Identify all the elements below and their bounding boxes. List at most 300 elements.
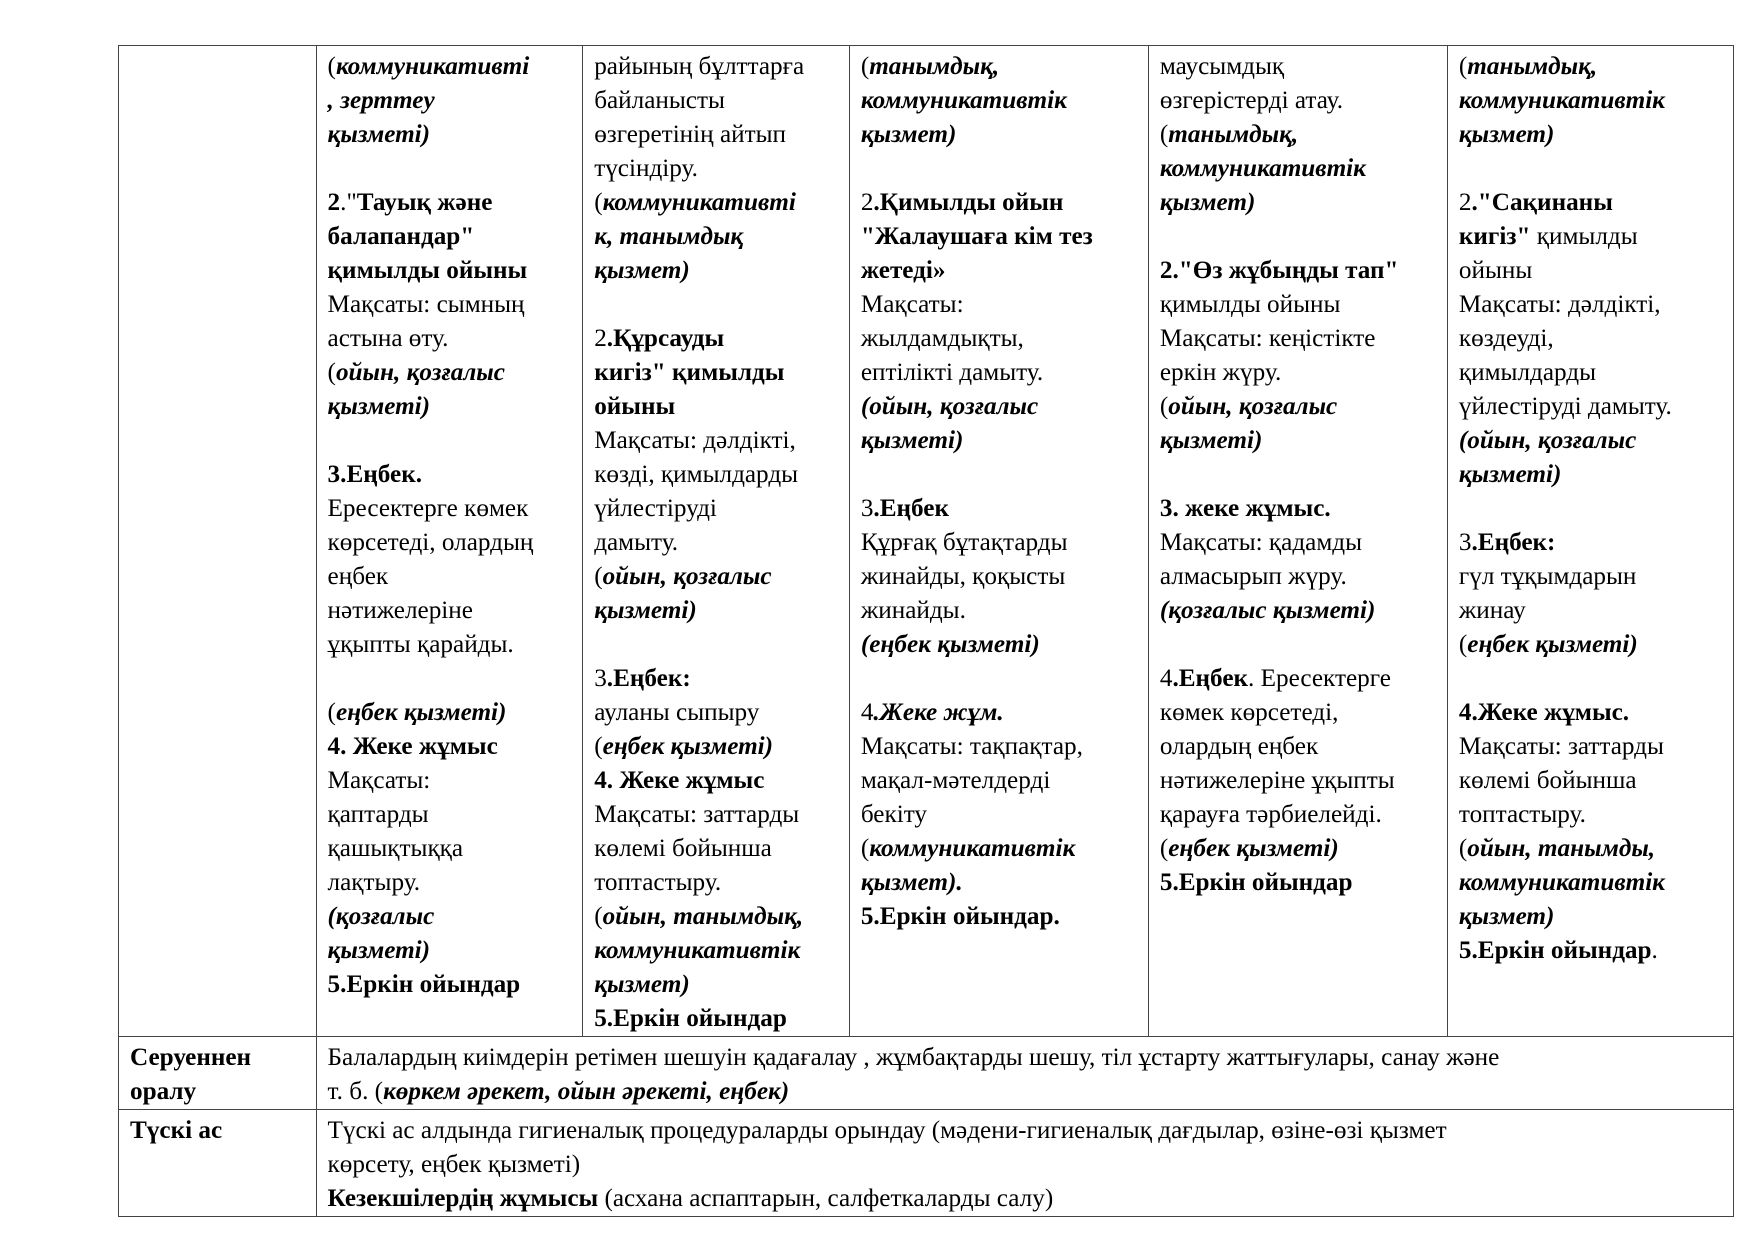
text-line	[861, 594, 1138, 628]
text-run: (ойын, қозғалыс	[860, 393, 1039, 420]
text-run: қызметі)	[327, 393, 431, 420]
text-line	[861, 84, 1138, 118]
text-run: еңбек қызметі)	[335, 699, 507, 726]
text-line	[328, 458, 573, 492]
text-run: қызметі)	[1159, 427, 1263, 454]
text-line	[328, 1075, 1723, 1109]
text-run: , зерттеу	[327, 87, 435, 114]
text-run: қызмет)	[1159, 189, 1256, 216]
label-line: Серуеннен	[130, 1044, 252, 1071]
text-line	[861, 560, 1138, 594]
text-line	[594, 118, 839, 152]
text-run: нәтижелеріне ұқыпты	[1159, 767, 1395, 794]
text-run: 4.Жеке жұмыс.	[1458, 699, 1630, 726]
text-run: қызмет)	[594, 257, 690, 284]
text-line	[861, 526, 1138, 560]
text-line	[1459, 186, 1723, 220]
text-line	[328, 1148, 1723, 1182]
day-cell-3	[849, 46, 1148, 1037]
text-run: (	[594, 563, 603, 590]
text-run: қимылдарды	[1458, 359, 1597, 386]
text-run: (	[594, 733, 603, 760]
text-run: көмек көрсетеді,	[1159, 699, 1339, 726]
text-line	[594, 832, 839, 866]
text-line	[1160, 254, 1437, 288]
text-run: жылдамдықты,	[860, 325, 1024, 352]
text-run: қызметі)	[860, 427, 964, 454]
text-run: қимылды ойыны	[327, 257, 528, 284]
text-run: 2."Өз жұбыңды тап"	[1159, 257, 1399, 284]
text-run: 2	[860, 189, 874, 216]
text-run: жетеді»	[860, 257, 946, 284]
text-run: 5.Еркін ойындар	[1458, 937, 1652, 964]
text-line	[1160, 526, 1437, 560]
lunch-row	[119, 1110, 1734, 1217]
text-run: коммуникативтік	[1159, 155, 1366, 182]
text-run: (	[594, 189, 603, 216]
text-line	[1160, 390, 1437, 424]
text-run: танымдық,	[1467, 53, 1598, 80]
text-run: еңбек	[327, 563, 389, 590]
text-run: (	[1458, 53, 1468, 80]
text-run: астына өту.	[327, 325, 449, 352]
day-cell-4	[1148, 46, 1447, 1037]
text-run: 2	[594, 325, 607, 352]
text-run: 4. Жеке жұмыс	[327, 733, 498, 760]
text-line	[328, 764, 573, 798]
text-line	[328, 866, 573, 900]
text-run: 5.Еркін ойындар	[1159, 869, 1353, 896]
text-run: еркін жүру.	[1159, 359, 1282, 386]
text-run: Түскі ас алдында гигиеналық процедураларды орындау (мәдени-гигиеналық дағдылар, өзіне-өзі қызмет	[327, 1117, 1447, 1144]
text-run: Мақсаты: дәлдікті,	[594, 427, 796, 454]
text-line	[594, 730, 839, 764]
day-cell-5	[1447, 46, 1733, 1037]
text-run: .Еңбек:	[606, 665, 691, 692]
text-line	[328, 628, 573, 662]
text-run: 4	[1159, 665, 1173, 692]
text-run: байланысты	[594, 87, 725, 114]
text-line	[861, 254, 1138, 288]
text-run: ойын, қозғалыс	[335, 359, 505, 386]
text-line	[1459, 594, 1723, 628]
text-run: гүл тұқымдарын	[1458, 563, 1637, 590]
blank-line	[1459, 662, 1723, 696]
text-line	[328, 186, 573, 220]
text-line	[594, 696, 839, 730]
text-line	[328, 1041, 1723, 1075]
text-line	[594, 424, 839, 458]
text-line	[594, 458, 839, 492]
walk-activities-row	[119, 46, 1734, 1037]
text-line	[1459, 696, 1723, 730]
text-run: жинайды, қоқысты	[860, 563, 1066, 590]
text-run: 5.Еркін ойындар	[594, 1005, 787, 1032]
text-run: ойын, қозғалыс	[602, 563, 772, 590]
text-line	[861, 900, 1138, 934]
text-line	[861, 186, 1138, 220]
text-line	[594, 220, 839, 254]
text-run: ұқыпты қарайды.	[327, 631, 514, 658]
text-line	[861, 628, 1138, 662]
return-row-content	[316, 1037, 1733, 1110]
text-line	[1160, 866, 1437, 900]
text-run: Ересектерге көмек	[327, 495, 529, 522]
text-run: (еңбек қызметі)	[860, 631, 1040, 658]
text-run: .Жеке жұм.	[873, 699, 1004, 726]
text-run: Мақсаты:	[327, 767, 431, 794]
text-line	[1160, 594, 1437, 628]
text-run: 3. жеке жұмыс.	[1159, 495, 1331, 522]
text-run: балапандар"	[327, 223, 475, 250]
text-line	[861, 356, 1138, 390]
blank-line	[594, 288, 839, 322]
text-run: қызмет).	[860, 869, 963, 896]
text-run: көрсетеді, олардың	[327, 529, 534, 556]
text-run: (қозғалыс	[327, 903, 435, 930]
text-run: лақтыру.	[327, 869, 421, 896]
text-run: коммуникативтік	[594, 937, 801, 964]
text-run: қызметі)	[327, 937, 431, 964]
text-run: (	[1159, 393, 1169, 420]
text-line	[594, 594, 839, 628]
text-run: ."	[340, 189, 357, 216]
blank-line	[1160, 220, 1437, 254]
text-line	[594, 1002, 839, 1036]
text-run: 3.Еңбек.	[327, 461, 422, 488]
text-run: (асхана аспаптарын, салфеткаларды салу)	[598, 1185, 1054, 1212]
text-line	[328, 968, 573, 1002]
blank-line	[328, 424, 573, 458]
text-line	[1459, 560, 1723, 594]
text-run: қызметі)	[1458, 461, 1562, 488]
text-run: райының бұлттарға	[594, 53, 805, 80]
text-line	[594, 934, 839, 968]
text-run: Мақсаты: дәлдікті,	[1458, 291, 1661, 318]
text-line	[328, 1182, 1723, 1216]
text-line	[1459, 866, 1723, 900]
text-line	[1459, 934, 1723, 968]
text-line	[1160, 730, 1437, 764]
text-line	[328, 1114, 1723, 1148]
text-line	[594, 84, 839, 118]
text-run: Мақсаты:	[860, 291, 964, 318]
text-line	[1459, 730, 1723, 764]
text-line	[328, 934, 573, 968]
text-line	[328, 900, 573, 934]
text-line	[594, 764, 839, 798]
text-line	[1459, 832, 1723, 866]
text-line	[594, 662, 839, 696]
blank-line	[328, 662, 573, 696]
text-line	[328, 254, 573, 288]
text-line	[594, 356, 839, 390]
text-run: көркем әрекет, ойын әрекеті, еңбек)	[383, 1078, 790, 1105]
text-run: Мақсаты: кеңістікте	[1159, 325, 1376, 352]
text-line	[861, 832, 1138, 866]
text-run: алмасырып жүру.	[1159, 563, 1347, 590]
text-line	[1160, 288, 1437, 322]
text-run: нәтижелеріне	[327, 597, 473, 624]
text-run: 5.Еркін ойындар	[327, 971, 521, 998]
text-line	[861, 492, 1138, 526]
text-line	[861, 798, 1138, 832]
text-line	[1459, 356, 1723, 390]
text-line	[594, 254, 839, 288]
text-run: қызметі)	[594, 597, 697, 624]
text-run: өзгерістерді атау.	[1159, 87, 1344, 114]
text-run: коммуникативті	[602, 189, 796, 216]
text-run: мақал-мәтелдерді	[860, 767, 1051, 794]
text-line	[594, 322, 839, 356]
text-line	[861, 764, 1138, 798]
text-line	[1459, 84, 1723, 118]
text-run: .Еңбек:	[1471, 529, 1556, 556]
text-line	[594, 866, 839, 900]
text-run: танымдық,	[1168, 121, 1299, 148]
text-line	[1459, 254, 1723, 288]
text-run: (	[860, 53, 870, 80]
text-run: қимылды ойыны	[1159, 291, 1341, 318]
row-label-cell-empty	[119, 46, 317, 1037]
text-line	[1160, 186, 1437, 220]
text-run: т. б. (	[327, 1078, 384, 1105]
text-run: .Құрсауды	[606, 325, 725, 352]
text-line	[1160, 322, 1437, 356]
text-line	[861, 288, 1138, 322]
text-run: 5.Еркін ойындар.	[860, 903, 1060, 930]
blank-line	[1459, 152, 1723, 186]
text-run: еңбек қызметі)	[1467, 631, 1638, 658]
text-line	[861, 730, 1138, 764]
text-run: к, танымдық	[594, 223, 744, 250]
text-line	[328, 118, 573, 152]
text-line	[594, 968, 839, 1002]
text-run: (	[327, 359, 336, 386]
text-line	[1160, 662, 1437, 696]
text-run: көзді, қимылдарды	[594, 461, 799, 488]
text-line	[328, 560, 573, 594]
text-line	[861, 866, 1138, 900]
return-from-walk-row	[119, 1037, 1734, 1110]
text-run: коммуникативтік	[860, 87, 1067, 114]
text-line	[861, 118, 1138, 152]
text-run: (	[1458, 631, 1468, 658]
text-line	[328, 696, 573, 730]
text-line	[328, 288, 573, 322]
text-run: .Еңбек	[1172, 665, 1249, 692]
text-line	[328, 356, 573, 390]
text-line	[861, 696, 1138, 730]
blank-line	[861, 662, 1138, 696]
text-run: үйлестіруді дамыту.	[1458, 393, 1672, 420]
text-line	[861, 220, 1138, 254]
text-run: (	[1159, 835, 1169, 862]
lunch-row-content	[316, 1110, 1733, 1217]
text-line	[861, 322, 1138, 356]
text-line	[594, 186, 839, 220]
text-run: еңбек қызметі)	[602, 733, 774, 760]
text-line	[594, 560, 839, 594]
text-run: қызмет)	[594, 971, 690, 998]
text-run: көрсету, еңбек қызметі)	[327, 1151, 581, 1178]
text-line	[1160, 492, 1437, 526]
text-line	[1459, 798, 1723, 832]
text-run: Мақсаты: қадамды	[1159, 529, 1362, 556]
text-run: танымдық,	[869, 53, 1000, 80]
text-line	[1459, 118, 1723, 152]
text-run: өзгеретінің айтып	[594, 121, 787, 148]
text-line	[1459, 764, 1723, 798]
text-line	[1459, 628, 1723, 662]
text-run: топтастыру.	[1458, 801, 1586, 828]
text-line	[1160, 152, 1437, 186]
text-line	[1459, 288, 1723, 322]
text-run: .	[1651, 937, 1658, 964]
text-run: жинау	[1458, 597, 1526, 624]
text-line	[328, 50, 573, 84]
text-line	[1459, 50, 1723, 84]
text-line	[1160, 764, 1437, 798]
text-run: қызметі)	[327, 121, 431, 148]
text-run: олардың еңбек	[1159, 733, 1319, 760]
text-run: түсіндіру.	[594, 155, 698, 182]
blank-line	[1160, 458, 1437, 492]
text-run: 2	[1458, 189, 1472, 216]
text-line	[594, 798, 839, 832]
blank-line	[594, 628, 839, 662]
text-run: дамыту.	[594, 529, 679, 556]
text-run: (	[594, 903, 603, 930]
text-line	[1459, 458, 1723, 492]
text-line	[1459, 424, 1723, 458]
text-run: 3	[860, 495, 874, 522]
return-row-label	[119, 1037, 317, 1110]
text-line	[328, 492, 573, 526]
text-line	[1160, 84, 1437, 118]
text-line	[328, 798, 573, 832]
text-run: ептілікті дамыту.	[860, 359, 1044, 386]
text-line	[1459, 900, 1723, 934]
text-run: қызмет)	[1458, 903, 1555, 930]
text-run: бекіту	[860, 801, 927, 828]
text-line	[1160, 832, 1437, 866]
text-line	[1160, 356, 1437, 390]
text-run: Мақсаты: тақпақтар,	[860, 733, 1083, 760]
text-line	[1160, 798, 1437, 832]
text-run: (	[327, 53, 336, 80]
text-run: коммуникативті	[335, 53, 530, 80]
text-run: көздеуді,	[1458, 325, 1554, 352]
blank-line	[328, 152, 573, 186]
text-run: маусымдық	[1159, 53, 1285, 80]
text-run: жинайды.	[860, 597, 966, 624]
text-run: коммуникативтік	[869, 835, 1076, 862]
text-line	[328, 730, 573, 764]
text-run: Мақсаты: заттарды	[594, 801, 800, 828]
text-run: Тауық және	[356, 189, 493, 216]
text-run: Мақсаты: сымның	[327, 291, 525, 318]
text-line	[328, 220, 573, 254]
text-run: ауланы сыпыру	[594, 699, 760, 726]
text-run: ойын, танымдық,	[602, 903, 804, 930]
text-run: үйлестіруді	[594, 495, 717, 522]
text-run: кигіз"	[1458, 223, 1531, 250]
blank-line	[861, 152, 1138, 186]
text-run: (	[327, 699, 336, 726]
text-run: қарауға тәрбиелейді.	[1159, 801, 1382, 828]
text-run: .Еңбек	[873, 495, 949, 522]
text-line	[861, 424, 1138, 458]
text-line	[1459, 390, 1723, 424]
text-line	[328, 390, 573, 424]
day-cell-2	[583, 46, 850, 1037]
text-run: кигіз" қимылды	[594, 359, 785, 386]
text-run: ойын, танымды,	[1467, 835, 1656, 862]
text-run: (	[1159, 121, 1169, 148]
text-run: 3	[594, 665, 607, 692]
text-run: көлемі бойынша	[1458, 767, 1637, 794]
text-run: ойын, қозғалыс	[1168, 393, 1338, 420]
text-run: 3	[1458, 529, 1472, 556]
text-run: (	[860, 835, 870, 862]
text-run: қаптарды	[327, 801, 429, 828]
text-run: коммуникативтік	[1458, 87, 1665, 114]
text-line	[328, 526, 573, 560]
text-line	[1160, 118, 1437, 152]
blank-line	[1459, 492, 1723, 526]
text-run: 4	[860, 699, 874, 726]
text-line	[328, 84, 573, 118]
text-run: Кезекшілердің жұмысы	[327, 1185, 599, 1212]
blank-line	[1160, 628, 1437, 662]
text-run: (қозғалыс қызметі)	[1159, 597, 1376, 624]
text-run: "Жалаушаға кім тез	[860, 223, 1093, 250]
text-run: 4. Жеке жұмыс	[594, 767, 765, 794]
text-run: Құрғақ бұтақтарды	[860, 529, 1068, 556]
text-line	[1160, 50, 1437, 84]
text-run: .Қимылды ойын	[873, 189, 1064, 216]
text-run: көлемі бойынша	[594, 835, 772, 862]
text-line	[594, 390, 839, 424]
text-line	[1459, 322, 1723, 356]
text-line	[1459, 526, 1723, 560]
text-run: ."Сақинаны	[1471, 189, 1613, 216]
text-run: Балалардың киімдерін ретімен шешуін қадағалау , жұмбақтарды шешу, тіл ұстарту жаттығулары, санау және	[327, 1044, 1500, 1071]
text-line	[594, 526, 839, 560]
text-run: (ойын, қозғалыс	[1458, 427, 1637, 454]
text-run: (	[1458, 835, 1468, 862]
text-line	[328, 594, 573, 628]
text-line	[594, 492, 839, 526]
text-line	[594, 50, 839, 84]
day-cell-1	[316, 46, 583, 1037]
text-run: қызмет)	[1458, 121, 1555, 148]
text-line	[328, 322, 573, 356]
text-line	[861, 390, 1138, 424]
text-line	[861, 50, 1138, 84]
text-line	[1160, 560, 1437, 594]
text-line	[1160, 424, 1437, 458]
text-run: топтастыру.	[594, 869, 722, 896]
text-line	[594, 900, 839, 934]
text-run: Мақсаты: заттарды	[1458, 733, 1664, 760]
lunch-row-label	[119, 1110, 317, 1217]
text-run: . Ересектерге	[1248, 665, 1391, 692]
text-run: қимылды	[1530, 223, 1638, 250]
text-run: еңбек қызметі)	[1168, 835, 1339, 862]
text-line	[1160, 696, 1437, 730]
